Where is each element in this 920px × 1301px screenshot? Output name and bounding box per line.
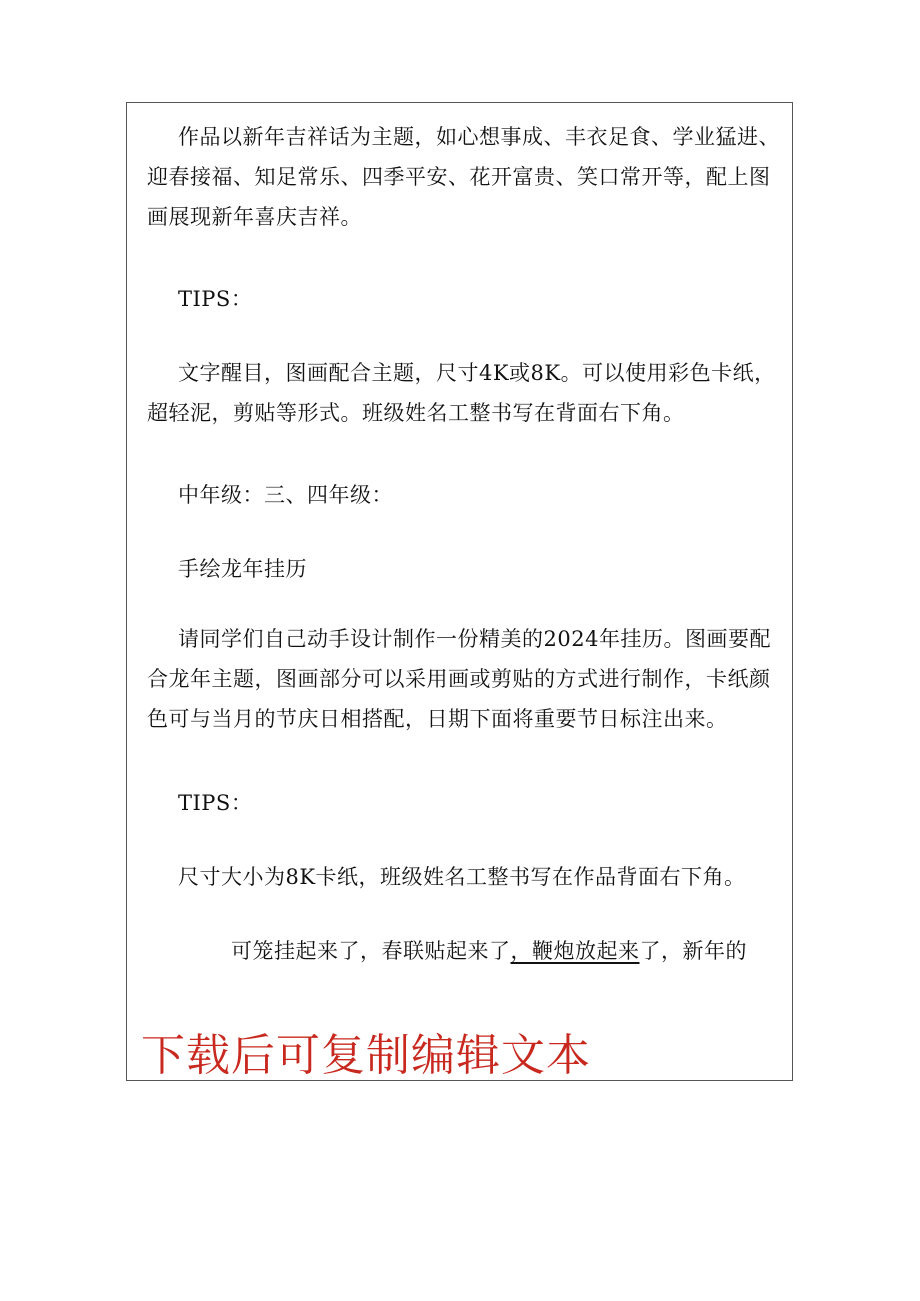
watermark-text: 下载后可复制编辑文本 [141, 1030, 591, 1081]
closing-text-1: 可笼挂起来了，春联贴起来了 [231, 939, 511, 963]
tips-heading-1: TIPS： [178, 287, 253, 311]
closing-text-underlined: ，鞭炮放起来 [510, 939, 640, 963]
paragraph-theme: 作品以新年吉祥话为主题，如心想事成、丰衣足食、学业猛进、迎春接福、知足常乐、四季平安、花开富贵、笑口常开等，配上图画展现新年喜庆吉祥。 [147, 125, 780, 229]
tips-heading-2: TIPS： [178, 791, 253, 815]
paragraph-calendar: 请同学们自己动手设计制作一份精美的2024年挂历。图画要配合龙年主题，图画部分可以采用画或剪贴的方式进行制作，卡纸颜色可与当月的节庆日相搭配，日期下面将重要节日标注出来。 [147, 627, 771, 731]
paragraph-closing [147, 931, 784, 971]
grade-heading: 中年级：三、四年级： [178, 483, 393, 507]
section-title: 手绘龙年挂历 [178, 557, 307, 581]
paragraph-requirements-1: 文字醒目，图画配合主题，尺寸4K或8K。可以使用彩色卡纸，超轻泥，剪贴等形式。班级姓名工整书写在背面右下角。 [147, 361, 776, 425]
closing-text-2: 了，新年的 [639, 939, 747, 963]
document-frame [126, 102, 793, 1081]
paragraph-requirements-2: 尺寸大小为8K卡纸，班级姓名工整书写在作品背面右下角。 [178, 865, 746, 889]
